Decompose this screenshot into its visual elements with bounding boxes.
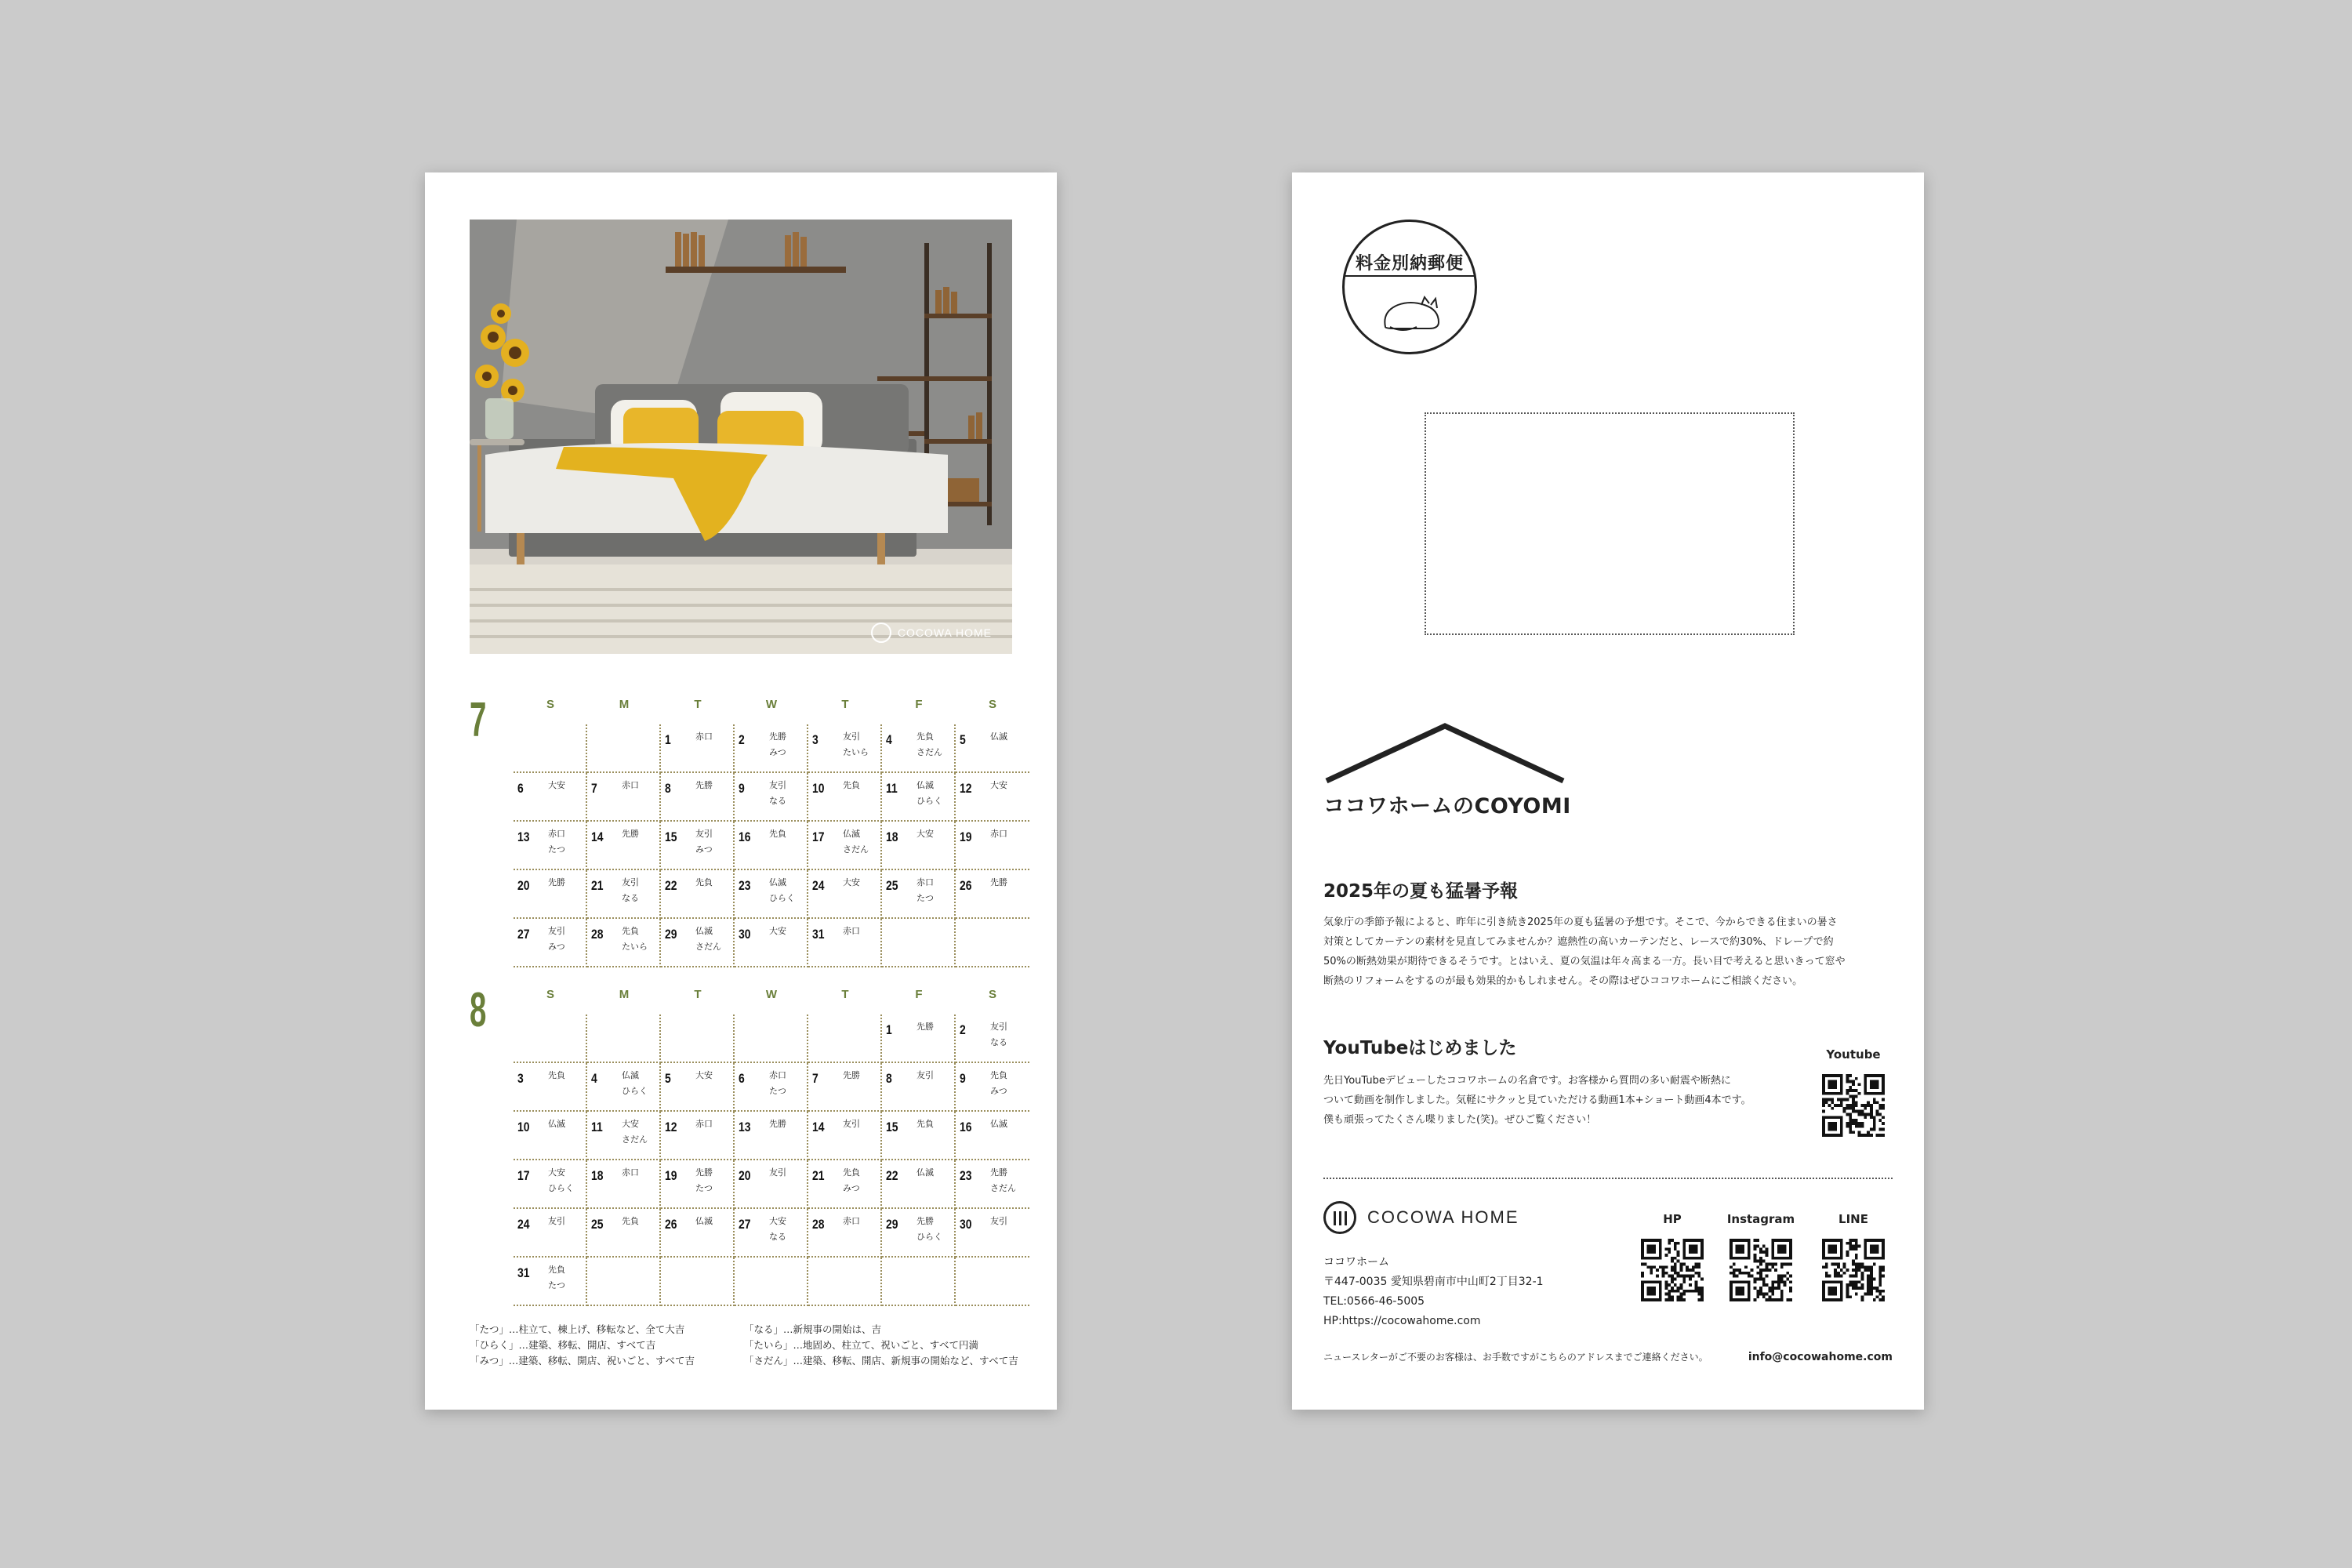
calendar-day-cell (735, 1063, 808, 1112)
calendar-day-cell (808, 919, 882, 967)
day-number: 3 (517, 1071, 524, 1086)
instagram-qr-label: Instagram (1726, 1212, 1795, 1226)
calendar-day-cell (882, 1160, 956, 1209)
choice-label: なる (990, 1037, 1007, 1047)
section-divider (1323, 1178, 1893, 1179)
calendar-day-cell (587, 1112, 661, 1160)
choice-label: たつ (695, 1183, 713, 1193)
rokuyo-label: 先勝 (769, 1119, 786, 1129)
choice-label: たつ (548, 1280, 565, 1290)
line-qr-label: LINE (1838, 1212, 1868, 1226)
article-line: 僕も頑張ってたくさん喋りました(笑)。ぜひご覧ください！ (1323, 1114, 1597, 1126)
choice-label: ひらく (622, 1086, 648, 1096)
rokuyo-label: 先負 (695, 877, 713, 887)
day-number: 10 (812, 781, 825, 796)
calendar-day-cell (735, 919, 808, 967)
rokuyo-label: 先勝 (843, 1070, 860, 1080)
day-number: 20 (517, 878, 530, 893)
day-number: 30 (739, 927, 751, 942)
calendar-day-cell (735, 870, 808, 919)
calendar-day-cell (808, 822, 882, 870)
calendar-day-cell (808, 1063, 882, 1112)
month-number: 8 (470, 983, 487, 1037)
rokuyo-label: 友引 (695, 829, 713, 839)
day-number: 31 (812, 927, 825, 942)
rokuyo-label: 友引 (769, 780, 786, 790)
calendar-day-cell (661, 870, 735, 919)
day-number: 6 (739, 1071, 745, 1086)
article-line: ついて動画を制作しました。気軽にサクッと見ていただける動画1本+ショート動画4本です。 (1323, 1094, 1751, 1106)
legend-item: 「たいら」…地固め、柱立て、祝いごと、すべて円満 (744, 1339, 979, 1351)
rokuyo-label: 先負 (548, 1265, 565, 1275)
calendar-day-cell (956, 919, 1029, 967)
day-number: 29 (886, 1217, 898, 1232)
weekday-label: T (841, 698, 849, 711)
rokuyo-label: 大安 (769, 926, 786, 936)
calendar-day-cell (808, 1112, 882, 1160)
rokuyo-label: 先勝 (695, 1167, 713, 1178)
day-number: 22 (886, 1168, 898, 1183)
footer-note: ニュースレターがご不要のお客様は、お手数ですがこちらのアドレスまでご連絡ください。 (1323, 1352, 1708, 1363)
calendar-day-cell (956, 724, 1029, 773)
postage-stamp (1342, 220, 1477, 354)
rokuyo-legend (470, 1322, 1018, 1369)
day-number: 12 (665, 1120, 677, 1134)
weekday-label: S (988, 698, 996, 711)
calendar-day-cell (514, 1160, 587, 1209)
calendar-day-cell (882, 1209, 956, 1258)
choice-label: さだん (990, 1183, 1016, 1193)
calendar-day-cell (514, 1112, 587, 1160)
calendar-day-cell (661, 724, 735, 773)
calendar-day-cell (882, 1063, 956, 1112)
day-number: 13 (739, 1120, 751, 1134)
choice-label: みつ (548, 942, 565, 952)
rokuyo-label: 先勝 (990, 1167, 1007, 1178)
calendar-day-cell (587, 1209, 661, 1258)
calendar-day-cell (514, 1014, 587, 1063)
day-number: 2 (960, 1022, 966, 1037)
choice-label: たいら (843, 747, 869, 757)
day-number: 18 (886, 829, 898, 844)
article-body-youtube (1323, 1071, 1825, 1130)
calendar-day-cell (956, 773, 1029, 822)
day-number: 3 (812, 732, 818, 747)
rokuyo-label: 友引 (990, 1022, 1007, 1032)
stamp-text: 料金別納郵便 (1355, 254, 1464, 274)
choice-label: さだん (916, 747, 942, 757)
legend-item: 「みつ」…建築、移転、開店、祝いごと、すべて吉 (470, 1355, 695, 1367)
rokuyo-label: 先負 (548, 1070, 565, 1080)
rokuyo-label: 友引 (548, 926, 565, 936)
rokuyo-label: 友引 (622, 877, 639, 887)
calendar-day-cell (956, 1063, 1029, 1112)
weekday-label: M (619, 698, 630, 711)
rokuyo-label: 仏滅 (548, 1119, 565, 1129)
legend-item: 「ひらく」…建築、移転、開店、すべて吉 (470, 1339, 656, 1351)
choice-label: ひらく (916, 1232, 942, 1242)
calendar-day-cell (956, 822, 1029, 870)
calendar-day-cell (661, 919, 735, 967)
day-number: 28 (812, 1217, 825, 1232)
choice-label: たつ (769, 1086, 786, 1096)
rokuyo-label: 先勝 (990, 877, 1007, 887)
weekday-label: S (546, 698, 554, 711)
rokuyo-label: 先負 (916, 1119, 934, 1129)
rokuyo-label: 赤口 (622, 1167, 639, 1178)
weekday-label: T (694, 698, 702, 711)
rokuyo-label: 先負 (622, 1216, 639, 1226)
day-number: 16 (960, 1120, 972, 1134)
youtube-qr-label: Youtube (1826, 1047, 1881, 1062)
bedroom-photo (470, 220, 1012, 654)
calendar-day-cell (661, 1112, 735, 1160)
newsletter-title: ココワホームのCOYOMI (1323, 794, 1571, 818)
hp-qr-code[interactable] (1641, 1239, 1704, 1301)
rokuyo-label: 先勝 (769, 731, 786, 742)
legend-item: 「さだん」…建築、移転、開店、新規事の開始など、すべて吉 (744, 1355, 1018, 1367)
day-number: 15 (665, 829, 677, 844)
article-line: 先日YouTubeデビューしたココワホームの名倉です。お客様から質問の多い耐震や断熱に (1323, 1075, 1731, 1087)
company-tel[interactable]: TEL:0566-46-5005 (1323, 1295, 1425, 1308)
rokuyo-label: 大安 (769, 1216, 786, 1226)
calendar-day-cell (735, 1014, 808, 1063)
calendar-day-cell (587, 870, 661, 919)
company-name: ココワホーム (1323, 1256, 1389, 1269)
calendar-day-cell (587, 822, 661, 870)
calendar-day-cell (661, 1063, 735, 1112)
calendar-day-cell (956, 870, 1029, 919)
calendar-day-cell (514, 724, 587, 773)
rokuyo-label: 仏滅 (843, 829, 860, 839)
calendar-day-cell (661, 822, 735, 870)
calendar-day-cell (882, 1258, 956, 1306)
calendar-day-cell (808, 773, 882, 822)
rokuyo-label: 先負 (916, 731, 934, 742)
day-number: 4 (886, 732, 892, 747)
choice-label: みつ (695, 844, 713, 855)
rokuyo-label: 友引 (769, 1167, 786, 1178)
rokuyo-label: 先負 (843, 780, 860, 790)
rokuyo-label: 大安 (695, 1070, 713, 1080)
rokuyo-label: 大安 (843, 877, 860, 887)
article-line: 気象庁の季節予報によると、昨年に引き続き2025年の夏も猛暑の予想です。そこで、今からできる住まいの暑さ (1323, 916, 1838, 928)
line-qr-code[interactable] (1822, 1239, 1885, 1301)
day-number: 7 (591, 781, 597, 796)
day-number: 4 (591, 1071, 597, 1086)
rokuyo-label: 先勝 (916, 1216, 934, 1226)
day-number: 1 (665, 732, 671, 747)
choice-label: さだん (843, 844, 869, 855)
day-number: 25 (886, 878, 898, 893)
calendar-day-cell (587, 919, 661, 967)
calendar-day-cell (661, 1258, 735, 1306)
rokuyo-label: 仏滅 (695, 1216, 713, 1226)
calendar-day-cell (514, 822, 587, 870)
calendar-day-cell (587, 773, 661, 822)
calendar-august (470, 983, 1016, 1300)
calendar-day-cell (735, 724, 808, 773)
weekday-label: F (915, 698, 923, 711)
rokuyo-label: 仏滅 (622, 1070, 639, 1080)
choice-label: みつ (990, 1086, 1007, 1096)
day-number: 22 (665, 878, 677, 893)
calendar-day-cell (735, 773, 808, 822)
calendar-day-cell (956, 1258, 1029, 1306)
day-number: 7 (812, 1071, 818, 1086)
day-number: 17 (812, 829, 825, 844)
stamp-divider (1345, 275, 1475, 277)
calendar-day-cell (882, 1112, 956, 1160)
weekday-label: S (546, 988, 554, 1001)
rokuyo-label: 仏滅 (990, 731, 1007, 742)
day-number: 8 (665, 781, 671, 796)
calendar-day-cell (735, 822, 808, 870)
calendar-day-cell (587, 1160, 661, 1209)
calendar-day-cell (808, 870, 882, 919)
weekday-label: W (765, 988, 778, 1001)
calendar-day-cell (587, 724, 661, 773)
calendar-day-cell (808, 724, 882, 773)
rokuyo-label: 仏滅 (990, 1119, 1007, 1129)
calendar-day-cell (514, 1063, 587, 1112)
day-number: 1 (886, 1022, 892, 1037)
calendar-day-cell (808, 1014, 882, 1063)
company-address: 〒447-0035 愛知県碧南市中山町2丁目32-1 (1323, 1276, 1544, 1288)
day-number: 10 (517, 1120, 530, 1134)
rokuyo-label: 友引 (843, 731, 860, 742)
day-number: 18 (591, 1168, 604, 1183)
youtube-qr-code[interactable] (1822, 1074, 1885, 1137)
calendar-day-cell (882, 773, 956, 822)
weekday-label: T (841, 988, 849, 1001)
photo-watermark-logo (871, 622, 992, 643)
weekday-label: T (694, 988, 702, 1001)
calendar-day-cell (882, 1014, 956, 1063)
calendar-day-cell (882, 822, 956, 870)
calendar-day-cell (808, 1258, 882, 1306)
choice-label: ひらく (548, 1183, 574, 1193)
rokuyo-label: 先負 (769, 829, 786, 839)
day-number: 27 (517, 927, 530, 942)
calendar-day-cell (882, 919, 956, 967)
choice-label: みつ (769, 747, 786, 757)
day-number: 14 (591, 829, 604, 844)
legend-item: 「なる」…新規事の開始は、吉 (744, 1323, 882, 1335)
rokuyo-label: 赤口 (695, 731, 713, 742)
rokuyo-label: 先負 (990, 1070, 1007, 1080)
rokuyo-label: 先負 (843, 1167, 860, 1178)
weekday-label: W (765, 698, 778, 711)
day-number: 30 (960, 1217, 972, 1232)
choice-label: さだん (622, 1134, 648, 1145)
calendar-day-cell (514, 870, 587, 919)
day-number: 9 (960, 1071, 966, 1086)
day-number: 19 (960, 829, 972, 844)
legend-item: 「たつ」…柱立て、棟上げ、移転など、全て大吉 (470, 1323, 685, 1335)
rokuyo-label: 赤口 (843, 1216, 860, 1226)
calendar-day-cell (735, 1160, 808, 1209)
weekday-label: S (988, 988, 996, 1001)
calendar-day-cell (956, 1014, 1029, 1063)
brand-name: COCOWA HOME (1367, 1207, 1519, 1227)
rokuyo-label: 赤口 (769, 1070, 786, 1080)
rokuyo-label: 仏滅 (916, 780, 934, 790)
day-number: 27 (739, 1217, 751, 1232)
hp-qr-label: HP (1663, 1212, 1682, 1226)
choice-label: たいら (622, 942, 648, 952)
day-number: 29 (665, 927, 677, 942)
day-number: 12 (960, 781, 972, 796)
rokuyo-label: 先勝 (622, 829, 639, 839)
calendar-day-cell (587, 1014, 661, 1063)
article-line: 対策としてカーテンの素材を見直してみませんか？遮熱性の高いカーテンだと、レースで約30%、ドレープで約 (1323, 936, 1834, 948)
day-number: 5 (665, 1071, 671, 1086)
day-number: 14 (812, 1120, 825, 1134)
rokuyo-label: 先勝 (548, 877, 565, 887)
day-number: 13 (517, 829, 530, 844)
day-number: 5 (960, 732, 966, 747)
day-number: 11 (591, 1120, 603, 1134)
bedroom-illustration (470, 220, 1012, 654)
calendar-day-cell (514, 919, 587, 967)
company-info (1323, 1253, 1544, 1331)
day-number: 28 (591, 927, 604, 942)
rokuyo-label: 赤口 (548, 829, 565, 839)
calendar-day-cell (735, 1258, 808, 1306)
article-line: 50%の断熱効果が期待できるそうです。とはいえ、夏の気温は年々高まる一方。長い目で考えると思いきって窓や (1323, 956, 1846, 967)
weekday-label: F (915, 988, 923, 1001)
day-number: 20 (739, 1168, 751, 1183)
article-heading-youtube: YouTubeはじめました (1323, 1038, 1517, 1058)
day-number: 16 (739, 829, 751, 844)
day-number: 26 (665, 1217, 677, 1232)
rokuyo-label: 友引 (990, 1216, 1007, 1226)
rokuyo-label: 仏滅 (916, 1167, 934, 1178)
day-number: 23 (960, 1168, 972, 1183)
rokuyo-label: 大安 (622, 1119, 639, 1129)
article-line: 断熱のリフォームをするのが最も効果的かもしれません。その際はぜひココワホームにご相談ください。 (1323, 975, 1803, 987)
day-number: 8 (886, 1071, 892, 1086)
rokuyo-label: 大安 (548, 1167, 565, 1178)
house-roof-icon (1323, 721, 1566, 784)
calendar-day-cell (808, 1209, 882, 1258)
calendar-day-cell (514, 1209, 587, 1258)
calendar-day-cell (956, 1209, 1029, 1258)
choice-label: なる (769, 796, 786, 806)
rokuyo-label: 赤口 (843, 926, 860, 936)
weekday-header (514, 988, 1029, 1007)
day-number: 15 (886, 1120, 898, 1134)
choice-label: たつ (548, 844, 565, 855)
day-number: 6 (517, 781, 524, 796)
rokuyo-label: 仏滅 (695, 926, 713, 936)
choice-label: たつ (916, 893, 934, 903)
day-number: 9 (739, 781, 745, 796)
calendar-day-cell (661, 1014, 735, 1063)
rokuyo-label: 先負 (622, 926, 639, 936)
day-number: 19 (665, 1168, 677, 1183)
weekday-header (514, 698, 1029, 717)
day-number: 24 (812, 878, 825, 893)
calendar-day-cell (956, 1112, 1029, 1160)
day-number: 11 (886, 781, 898, 796)
rokuyo-label: 先勝 (695, 780, 713, 790)
calendar-day-cell (661, 1160, 735, 1209)
rokuyo-label: 友引 (843, 1119, 860, 1129)
day-number: 25 (591, 1217, 604, 1232)
instagram-qr-code[interactable] (1730, 1239, 1792, 1301)
cocowa-logo-icon (871, 622, 891, 643)
choice-label: なる (769, 1232, 786, 1242)
choice-label: みつ (843, 1183, 860, 1193)
calendar-day-cell (661, 773, 735, 822)
calendar-day-cell (661, 1209, 735, 1258)
day-number: 24 (517, 1217, 530, 1232)
calendar-day-cell (956, 1160, 1029, 1209)
rokuyo-label: 赤口 (695, 1119, 713, 1129)
day-number: 31 (517, 1265, 530, 1280)
calendar-day-cell (735, 1209, 808, 1258)
rokuyo-label: 赤口 (622, 780, 639, 790)
rokuyo-label: 仏滅 (769, 877, 786, 887)
company-hp[interactable]: HP:https://cocowahome.com (1323, 1315, 1481, 1327)
calendar-day-cell (514, 1258, 587, 1306)
rokuyo-label: 大安 (916, 829, 934, 839)
photo-logo-text: COCOWA HOME (897, 626, 992, 639)
rokuyo-label: 大安 (548, 780, 565, 790)
article-body-heat (1323, 913, 1888, 991)
cocowa-logo-icon (1323, 1201, 1356, 1234)
calendar-day-cell (808, 1160, 882, 1209)
rokuyo-label: 友引 (548, 1216, 565, 1226)
choice-label: ひらく (769, 893, 795, 903)
choice-label: なる (622, 893, 639, 903)
sleeping-cat-icon (1379, 288, 1445, 333)
rokuyo-label: 赤口 (916, 877, 934, 887)
article-heading-heat: 2025年の夏も猛暑予報 (1323, 881, 1519, 902)
day-number: 2 (739, 732, 745, 747)
day-number: 26 (960, 878, 972, 893)
calendar-july (470, 693, 1012, 955)
day-number: 23 (739, 878, 751, 893)
calendar-front-card (425, 172, 1057, 1410)
calendar-day-cell (882, 724, 956, 773)
newsletter-back-card (1292, 172, 1924, 1410)
footer-email[interactable]: info@cocowahome.com (1748, 1350, 1893, 1363)
month-number: 7 (470, 693, 487, 747)
day-number: 21 (812, 1168, 825, 1183)
choice-label: ひらく (916, 796, 942, 806)
calendar-day-cell (587, 1258, 661, 1306)
calendar-day-cell (882, 870, 956, 919)
company-logo (1323, 1201, 1519, 1234)
day-number: 17 (517, 1168, 530, 1183)
day-number: 21 (591, 878, 604, 893)
choice-label: さだん (695, 942, 721, 952)
rokuyo-label: 友引 (916, 1070, 934, 1080)
rokuyo-label: 赤口 (990, 829, 1007, 839)
calendar-day-cell (735, 1112, 808, 1160)
rokuyo-label: 先勝 (916, 1022, 934, 1032)
address-window (1425, 412, 1795, 635)
calendar-day-cell (514, 773, 587, 822)
weekday-label: M (619, 988, 630, 1001)
footer (1323, 1350, 1893, 1363)
calendar-day-cell (587, 1063, 661, 1112)
rokuyo-label: 大安 (990, 780, 1007, 790)
